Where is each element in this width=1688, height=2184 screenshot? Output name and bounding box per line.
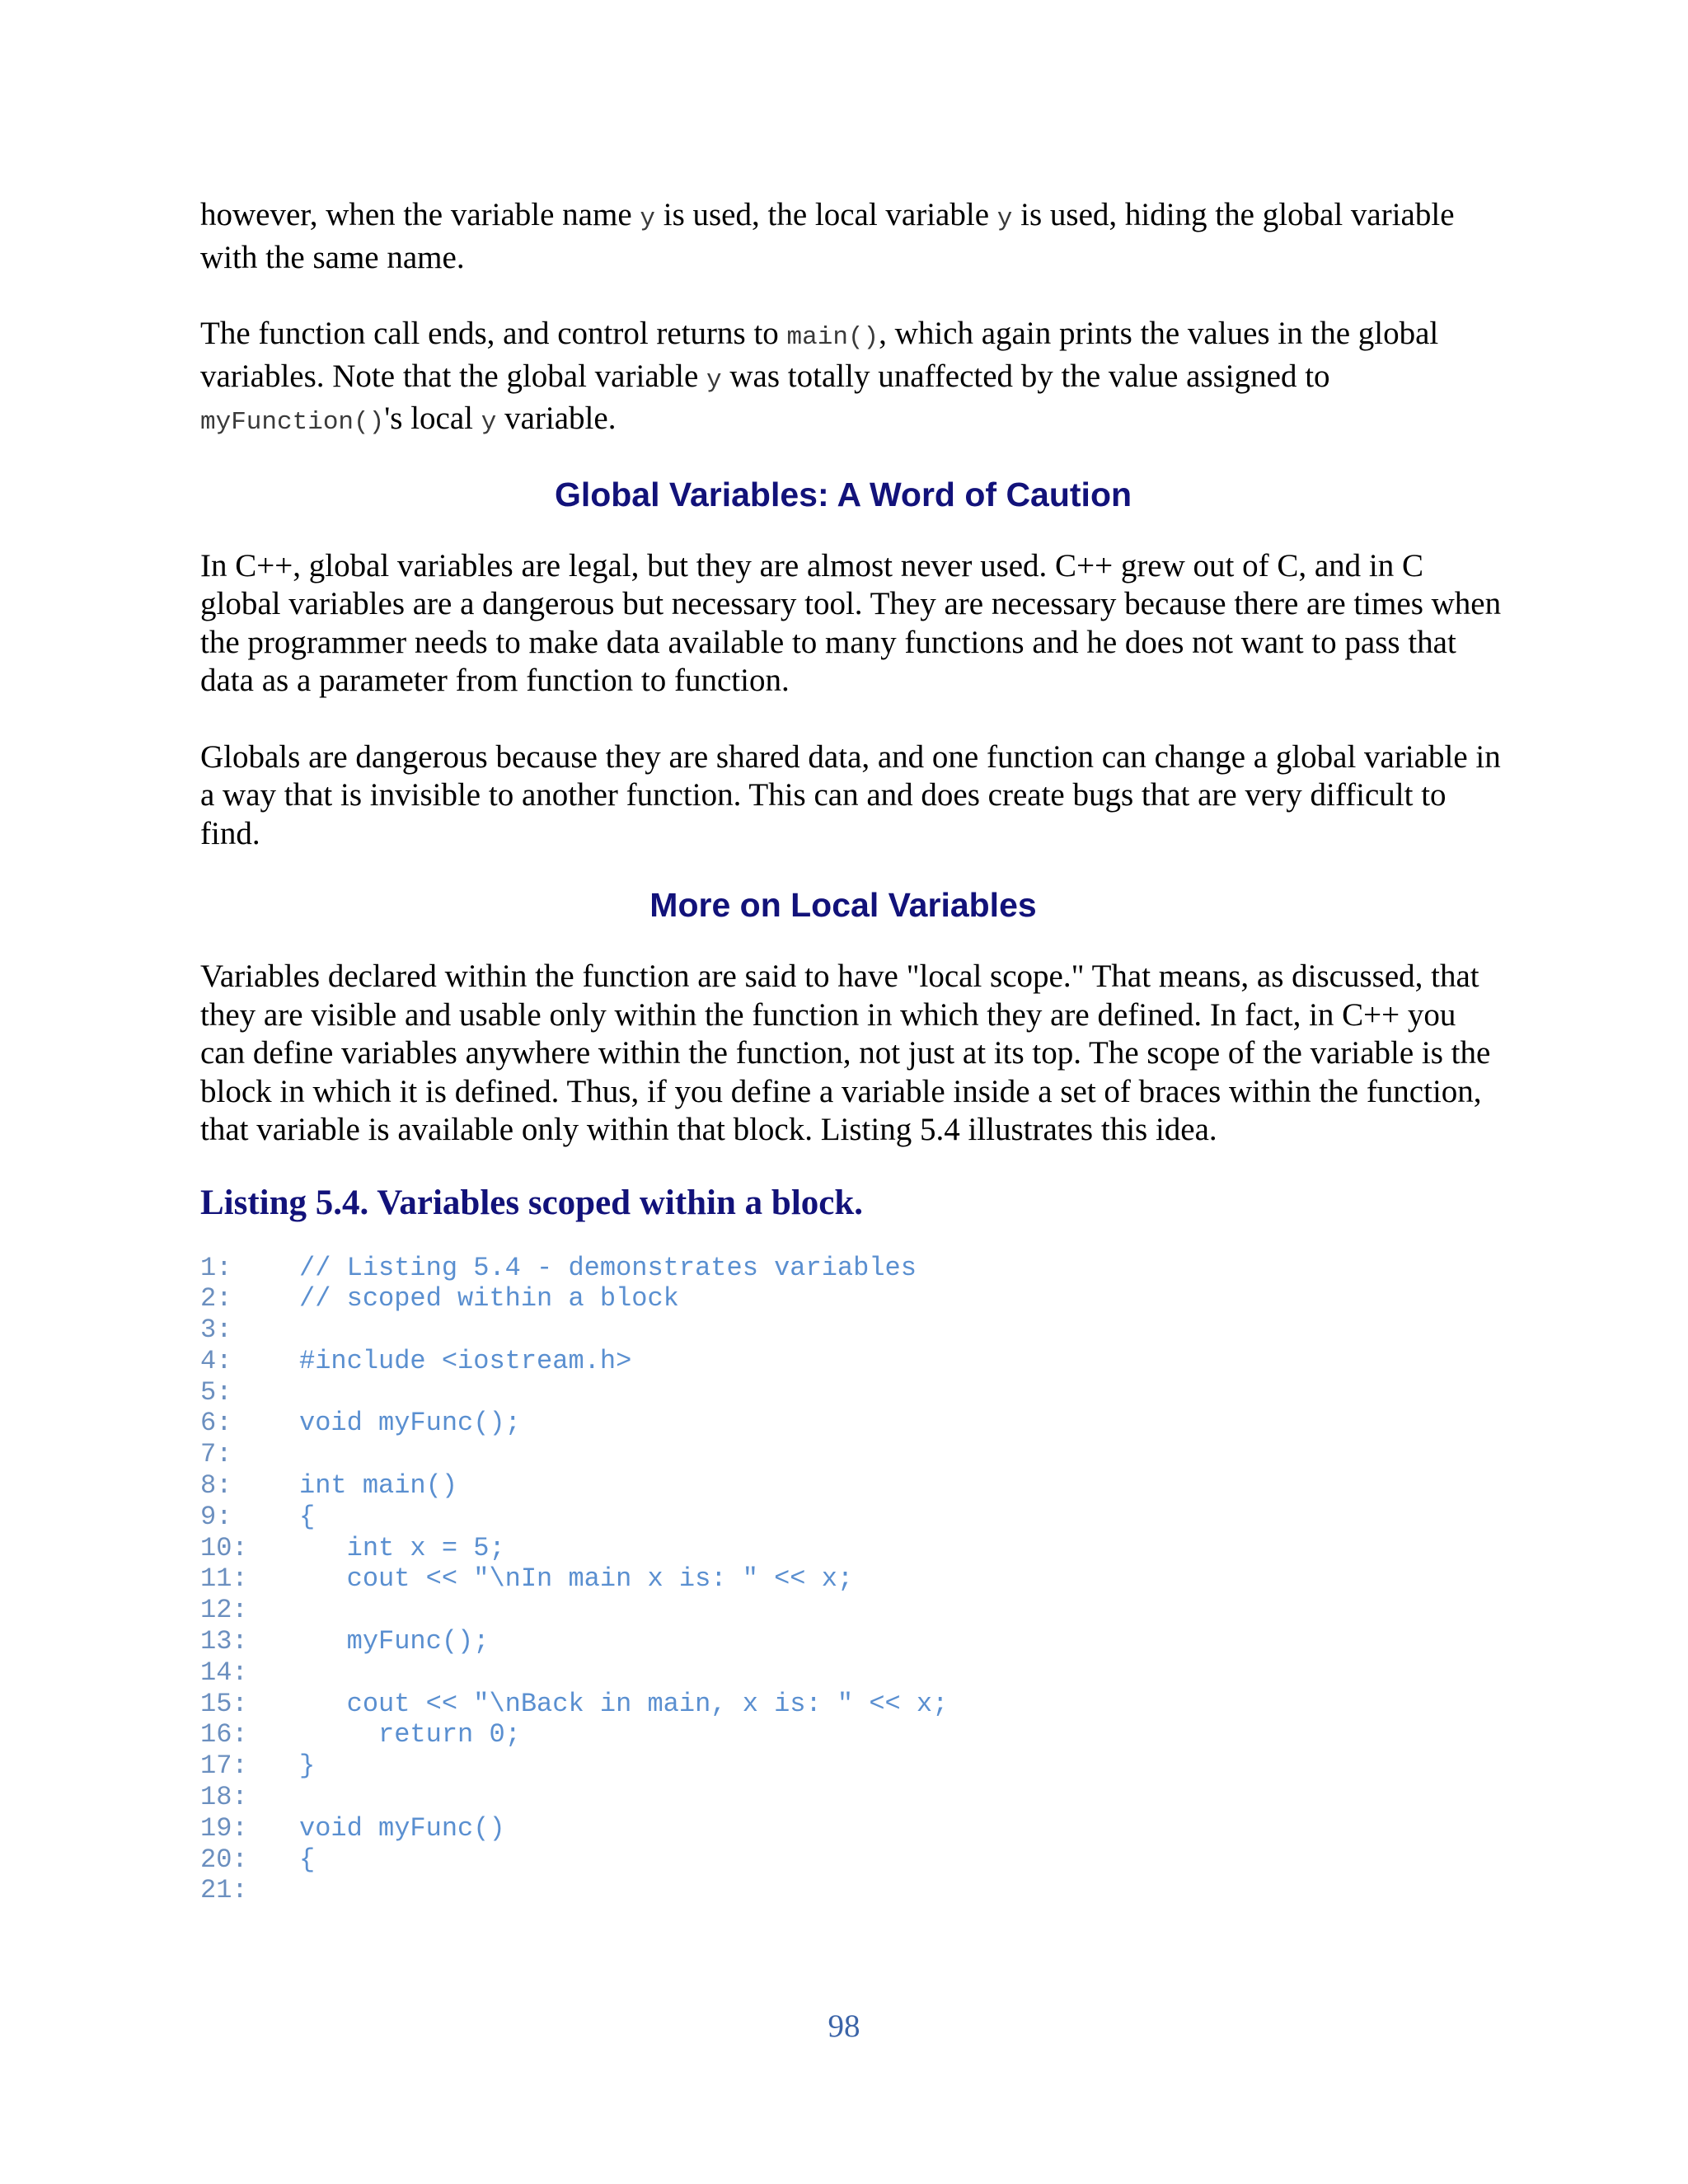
line-code: void myFunc(); <box>299 1408 521 1439</box>
code-line <box>200 1844 1503 1876</box>
line-code: cout << "\nBack in main, x is: " << x; <box>299 1688 949 1719</box>
line-number: 4: <box>200 1345 232 1376</box>
code-line <box>200 1626 1503 1657</box>
inline-code: myFunction() <box>200 408 385 437</box>
line-number: 5: <box>200 1376 232 1408</box>
code-line <box>200 1283 1503 1315</box>
inline-code: y <box>996 204 1013 233</box>
text-run: is used, the local variable <box>654 197 997 232</box>
line-number: 12: <box>200 1595 248 1626</box>
text-run: 's local <box>384 401 481 436</box>
code-line <box>200 1782 1503 1813</box>
line-code: int main() <box>299 1470 458 1502</box>
line-number: 6: <box>200 1408 232 1439</box>
line-code: cout << "\nIn main x is: " << x; <box>299 1563 854 1595</box>
line-number: 8: <box>200 1470 232 1502</box>
line-number: 13: <box>200 1626 248 1657</box>
line-number: 15: <box>200 1688 248 1719</box>
line-code: } <box>299 1750 316 1782</box>
paragraph-globals-dangerous: Globals are dangerous because they are shared data, and one function can change a global variable in a way that is invisible to another function. This can and does create bugs that are very difficult to find. <box>200 738 1501 851</box>
line-number: 10: <box>200 1532 248 1563</box>
inline-code: y <box>640 204 655 233</box>
code-line <box>200 1750 1503 1782</box>
line-code: int x = 5; <box>299 1532 505 1563</box>
listing-title: Listing 5.4. Variables scoped within a block. <box>200 1183 864 1222</box>
page-content <box>200 190 1503 1906</box>
code-line <box>200 1533 1503 1564</box>
text-run: was totally unaffected by the value assigned to <box>721 358 1330 394</box>
code-line <box>200 1315 1503 1346</box>
code-line <box>200 1595 1503 1626</box>
code-line <box>200 1470 1503 1502</box>
code-line <box>200 1408 1503 1439</box>
code-line <box>200 1253 1503 1284</box>
text-run: however, when the variable name <box>200 197 640 232</box>
paragraph-function-call-ends <box>200 315 1503 443</box>
code-line <box>200 1502 1503 1533</box>
text-run: is used, hiding the global variable with the same name. <box>200 197 1455 275</box>
line-code: { <box>299 1501 316 1532</box>
line-number: 21: <box>200 1875 248 1906</box>
line-number: 17: <box>200 1750 248 1782</box>
code-line <box>200 1719 1503 1750</box>
text-run: variable. <box>496 401 617 436</box>
line-number: 16: <box>200 1719 248 1750</box>
line-code: return 0; <box>299 1719 521 1750</box>
inline-code: y <box>481 408 497 437</box>
text-run: The function call ends, and control returns to <box>200 316 787 351</box>
line-number: 14: <box>200 1657 248 1688</box>
inline-code: main() <box>786 323 879 352</box>
paragraph-local-scope: Variables declared within the function are said to have "local scope." That means, as discussed, that they are visible and usable only within the function in which they are defined. In fact, in C++ you can define variables anywhere within the function, not just at its top. The scope of the variable is the block in which it is defined. Thus, if you define a variable inside a set of braces within the function, that variable is available only within that block. Listing 5.4 illustrates this idea. <box>200 958 1491 1147</box>
line-number: 2: <box>200 1283 232 1315</box>
code-line <box>200 1346 1503 1377</box>
section-heading-local-variables: More on Local Variables <box>649 886 1037 924</box>
line-number: 11: <box>200 1563 248 1595</box>
line-code: void myFunc() <box>299 1812 505 1844</box>
inline-code: y <box>706 365 722 395</box>
code-line <box>200 1875 1503 1906</box>
paragraph-globals-legal: In C++, global variables are legal, but they are almost never used. C++ grew out of C, and in C global variables are a dangerous but necessary tool. They are necessary because there are times when the programmer needs to make data available to many functions and he does not want to pass that data as a parameter from function to function. <box>200 547 1502 698</box>
line-number: 19: <box>200 1812 248 1844</box>
paragraph-local-variable-hiding <box>200 196 1503 277</box>
line-number: 1: <box>200 1252 232 1283</box>
line-number: 7: <box>200 1439 232 1470</box>
code-line <box>200 1657 1503 1689</box>
code-line <box>200 1813 1503 1844</box>
code-line <box>200 1563 1503 1595</box>
line-code: // scoped within a block <box>299 1283 679 1315</box>
text-run: , which again prints the values in the global variables. Note that the global variable <box>200 316 1439 394</box>
line-code: #include <iostream.h> <box>299 1345 632 1376</box>
line-number: 3: <box>200 1315 232 1346</box>
line-code: myFunc(); <box>299 1626 490 1657</box>
code-line <box>200 1439 1503 1470</box>
line-code: { <box>299 1844 316 1875</box>
code-listing <box>200 1253 1503 1907</box>
line-number: 20: <box>200 1844 248 1875</box>
line-code: // Listing 5.4 - demonstrates variables <box>299 1252 917 1283</box>
line-number: 18: <box>200 1782 248 1813</box>
section-heading-global-variables-caution: Global Variables: A Word of Caution <box>554 475 1132 513</box>
code-line <box>200 1689 1503 1720</box>
line-number: 9: <box>200 1501 232 1532</box>
code-line <box>200 1377 1503 1408</box>
page-number: 98 <box>828 2008 860 2044</box>
